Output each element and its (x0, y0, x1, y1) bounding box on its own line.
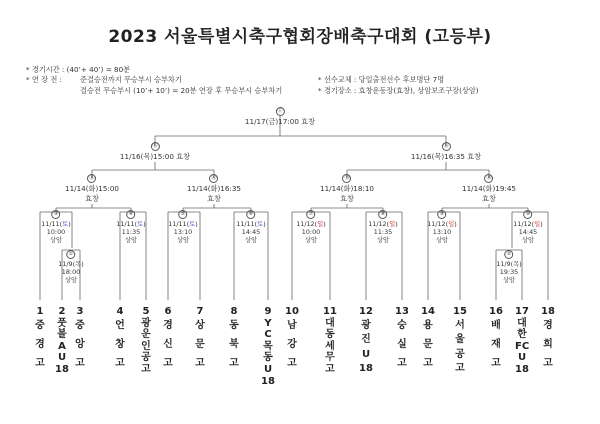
match-venue: 효창 (482, 194, 496, 203)
team-name-char: 울 (455, 334, 465, 346)
team-18 (541, 306, 555, 370)
team-seed: 4 (116, 306, 124, 317)
team-seed: 14 (421, 306, 435, 317)
team-name-char: 볼 (57, 329, 67, 341)
team-name-char: 경 (163, 319, 173, 331)
team-12 (359, 306, 373, 375)
match-number: ⑥ (246, 210, 255, 219)
team-name-char: 동 (325, 329, 335, 341)
team-name-char: 한 (517, 329, 527, 341)
match-time: 14:45 (518, 228, 538, 236)
match-7 (296, 209, 326, 244)
team-seed: 15 (453, 306, 467, 317)
team-name-char: 고 (195, 358, 205, 370)
match-17 (245, 105, 315, 127)
team-seed: 2 (58, 306, 66, 317)
team-name-char: 공 (141, 352, 151, 364)
team-15 (453, 306, 467, 375)
rule-extra-time-2: 결승전 무승부시 (10’+ 10’) = 20분 연장 후 무승부시 승부차기 (80, 86, 283, 95)
match-date: 11/9(목) (58, 260, 84, 268)
team-seed: 3 (76, 306, 84, 317)
match-date: 11/14(화)18:10 (320, 184, 374, 193)
match-2 (496, 249, 522, 284)
team-6 (161, 306, 175, 370)
match-venue: 상암 (376, 236, 390, 244)
team-seed: 8 (230, 306, 238, 317)
match-1 (58, 249, 84, 284)
match-number: ⑬ (344, 175, 350, 181)
rule-venue: * 경기장소 : 효창운동장(효창), 상암보조구장(상암) (318, 86, 479, 95)
team-seed: 16 (489, 306, 503, 317)
match-12 (187, 172, 241, 204)
team-name-char: 광 (141, 317, 151, 329)
rule-substitution: * 선수교체 : 당일출전선수 후보명단 7명 (318, 75, 445, 84)
team-name-char: 운 (141, 329, 151, 341)
match-venue: 효창 (85, 194, 99, 203)
team-name-char: 희 (543, 338, 553, 350)
match-number: ⑮ (152, 143, 158, 149)
page-title: 2023 서울특별시축구협회장배축구대회 (고등부) (108, 27, 492, 47)
team-name-char: 앙 (75, 338, 85, 350)
match-venue: 상암 (124, 236, 138, 244)
team-seed: 11 (323, 306, 337, 317)
match-venue: 효창 (207, 194, 221, 203)
match-info: 11/17(금)17:00 효창 (244, 117, 316, 126)
match-venue: 상암 (502, 276, 516, 284)
team-seed: 1 (36, 306, 44, 317)
team-name-char: 고 (163, 358, 173, 370)
match-venue: 상암 (521, 236, 535, 244)
team-name-char: 고 (423, 358, 433, 370)
match-number: ① (66, 250, 75, 259)
match-date: 11/12(일) (513, 220, 543, 228)
team-name-char: 창 (115, 338, 125, 350)
team-name-char: 공 (455, 348, 465, 360)
team-name-char: U (517, 352, 527, 364)
team-4 (113, 306, 127, 370)
team-16 (489, 306, 503, 370)
team-seed: 6 (164, 306, 172, 317)
team-seed: 7 (196, 306, 204, 317)
team-seed: 12 (359, 306, 373, 317)
team-name-char: 남 (287, 319, 297, 331)
team-name-char: 18 (359, 363, 373, 375)
match-number: ② (504, 250, 513, 259)
team-9 (261, 306, 275, 387)
team-name-char: 세 (325, 340, 335, 352)
team-name-char: 실 (397, 338, 407, 350)
team-name-char: 용 (423, 319, 433, 331)
team-name-char: 신 (163, 338, 173, 350)
team-name-char: 18 (515, 363, 529, 375)
match-number: ⑤ (178, 210, 187, 219)
match-number: ④ (126, 210, 135, 219)
match-11 (65, 172, 119, 204)
match-time: 18:00 (61, 268, 81, 276)
team-seed: 10 (285, 306, 299, 317)
match-venue: 효창 (340, 194, 354, 203)
team-name-char: 고 (287, 358, 297, 370)
match-time: 13:10 (173, 228, 193, 236)
match-date: 11/14(화)15:00 (65, 184, 119, 193)
match-date: 11/9(목) (496, 260, 522, 268)
team-name-char: 배 (491, 319, 501, 331)
match-date: 11/11(토) (41, 220, 71, 228)
rule-extra-time-1: 준결승전까지 무승부시 승부차기 (80, 75, 182, 84)
team-10 (285, 306, 299, 370)
team-name-char: 중 (35, 319, 45, 331)
match-date: 11/11(토) (116, 220, 146, 228)
team-1 (33, 306, 47, 370)
match-number: ⑨ (437, 210, 446, 219)
match-time: 14:45 (241, 228, 261, 236)
team-17 (515, 306, 529, 376)
match-date: 11/11(토) (236, 220, 266, 228)
match-4 (116, 209, 146, 244)
team-seed: 18 (541, 306, 555, 317)
team-name-char: 진 (361, 334, 371, 346)
match-6 (236, 209, 266, 244)
match-number: ⑦ (306, 210, 315, 219)
team-13 (395, 306, 409, 370)
match-time: 11:35 (121, 228, 141, 236)
team-name-char: 18 (261, 375, 275, 387)
match-date: 11/14(화)16:35 (187, 184, 241, 193)
match-venue: 상암 (64, 276, 78, 284)
match-number: ③ (51, 210, 60, 219)
team-name-char: 고 (325, 363, 335, 375)
team-name-char: 북 (229, 338, 239, 350)
match-date: 11/11(토) (168, 220, 198, 228)
match-venue: 상암 (304, 236, 318, 244)
match-time: 13:10 (432, 228, 452, 236)
team-name-char: 고 (543, 358, 553, 370)
match-5 (168, 209, 198, 244)
team-seed: 13 (395, 306, 409, 317)
match-number: ⑧ (378, 210, 387, 219)
team-name-char: 대 (325, 317, 335, 329)
match-date: 11/12(일) (427, 220, 457, 228)
match-info: 11/16(목)15:00 효창 (119, 152, 191, 161)
team-name-char: U (263, 363, 273, 375)
team-name-char: 광 (361, 319, 371, 331)
match-9 (427, 209, 457, 244)
match-number: ⑰ (277, 108, 283, 114)
rule-match-time: * 경기시간 : (40’+ 40’) = 80분 (26, 65, 131, 74)
team-name-char: 경 (543, 319, 553, 331)
team-2 (55, 306, 69, 376)
team-name-char: U (361, 348, 371, 360)
match-time: 19:35 (499, 268, 519, 276)
match-8 (368, 209, 398, 244)
team-name-char: 언 (115, 319, 125, 331)
team-name-char: 고 (397, 358, 407, 370)
team-7 (193, 306, 207, 370)
team-name-char: 강 (287, 338, 297, 350)
team-name-char: A (58, 340, 66, 352)
team-name-char: 고 (141, 363, 151, 375)
team-name-char: 목 (263, 340, 273, 352)
team-name-char: 동 (263, 352, 273, 364)
match-venue: 상암 (244, 236, 258, 244)
match-time: 10:00 (46, 228, 66, 236)
match-15 (120, 140, 190, 162)
team-name-char: 고 (491, 358, 501, 370)
team-14 (421, 306, 435, 370)
match-time: 10:00 (301, 228, 321, 236)
match-10 (513, 209, 543, 244)
team-name-char: 무 (325, 352, 335, 364)
match-date: 11/12(일) (296, 220, 326, 228)
match-number: ⑪ (89, 175, 95, 181)
team-name-char: 고 (455, 363, 465, 375)
team-name-char: 문 (423, 338, 433, 350)
team-name-char: 고 (35, 358, 45, 370)
match-date: 11/14(화)19:45 (462, 184, 516, 193)
team-seed: 9 (264, 306, 272, 317)
team-seed: 5 (142, 306, 150, 317)
match-16 (411, 140, 481, 162)
team-name-char: C (264, 329, 272, 341)
match-14 (462, 172, 516, 204)
team-name-char: 인 (141, 340, 151, 352)
team-name-char: 고 (75, 358, 85, 370)
team-seed: 17 (515, 306, 529, 317)
team-name-char: 서 (455, 319, 465, 331)
match-13 (320, 172, 374, 204)
team-name-char: Y (264, 317, 272, 329)
team-name-char: 대 (517, 317, 527, 329)
match-number: ⑭ (486, 175, 492, 181)
team-name-char: 상 (195, 319, 205, 331)
match-number: ⑯ (443, 143, 449, 149)
team-name-char: 문 (195, 338, 205, 350)
team-8 (227, 306, 241, 370)
match-venue: 상암 (176, 236, 190, 244)
rule-extra-time-label: * 연 장 전 : (26, 75, 62, 84)
match-venue: 상암 (435, 236, 449, 244)
team-name-char: 경 (35, 338, 45, 350)
team-name-char: 고 (115, 358, 125, 370)
match-date: 11/12(일) (368, 220, 398, 228)
team-name-char: 숭 (397, 319, 407, 331)
team-name-char: U (57, 352, 67, 364)
match-info: 11/16(목)16:35 효창 (410, 152, 482, 161)
match-3 (41, 209, 71, 244)
match-number: ⑫ (211, 175, 217, 181)
team-11 (323, 306, 337, 376)
team-name-char: FC (515, 340, 530, 352)
match-time: 11:35 (373, 228, 393, 236)
team-name-char: 풋 (57, 317, 67, 329)
match-venue: 상암 (49, 236, 63, 244)
team-name-char: 재 (491, 338, 501, 350)
team-name-char: 고 (229, 358, 239, 370)
team-3 (73, 306, 87, 370)
team-name-char: 18 (55, 363, 69, 375)
team-name-char: 중 (75, 319, 85, 331)
match-number: ⑩ (523, 210, 532, 219)
team-5 (139, 306, 153, 376)
team-name-char: 동 (229, 319, 239, 331)
